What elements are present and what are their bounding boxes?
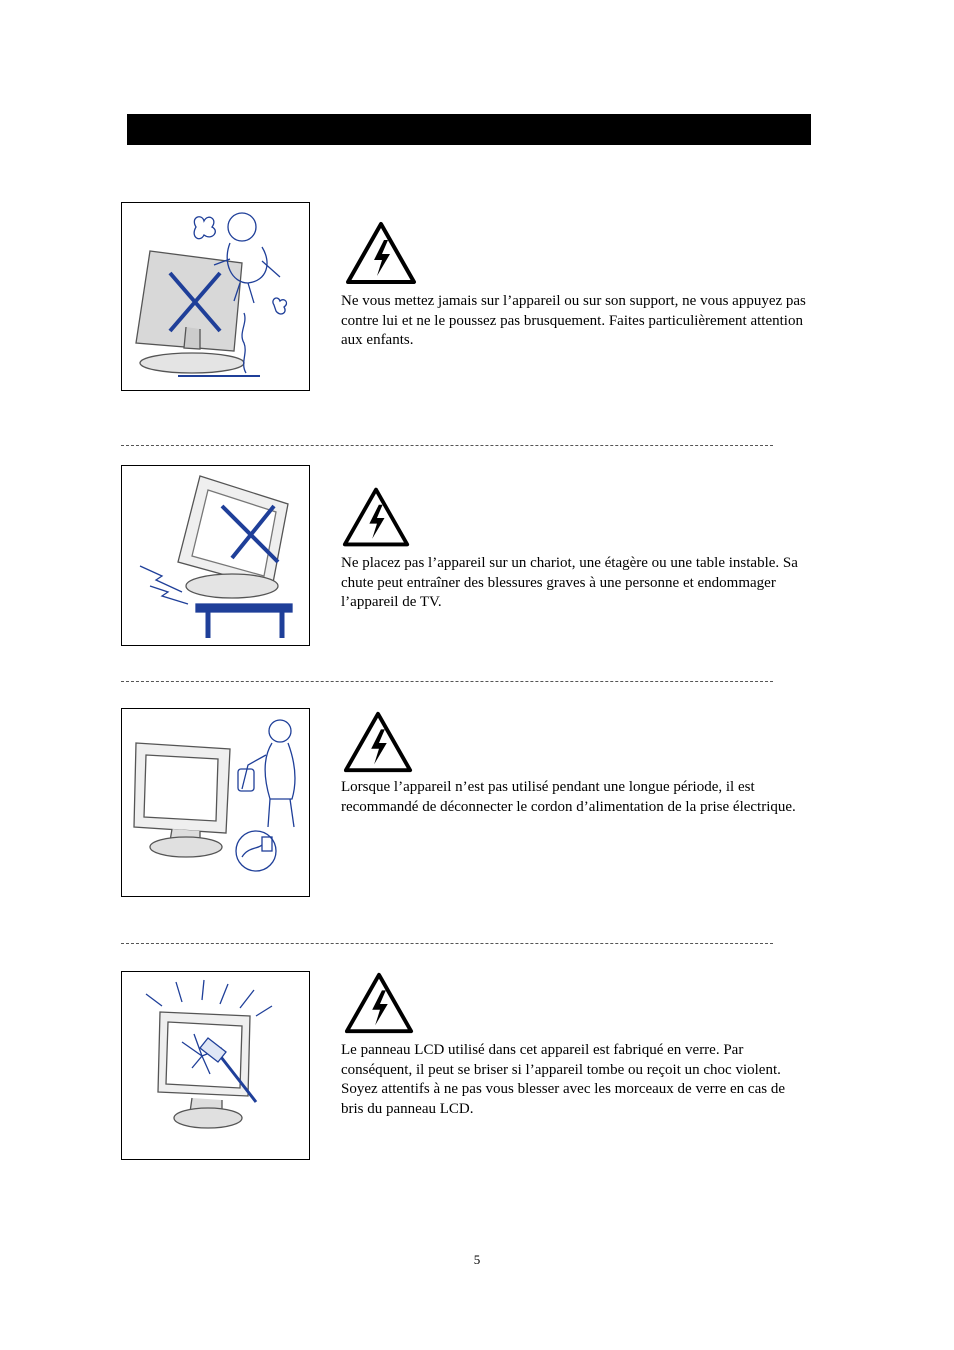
safety-instruction-text: Ne vous mettez jamais sur l’appareil ou sur son support, ne vous appuyez pas contre lui et ne le poussez pas brusquement. Faites particulièrement attention aux enfants.	[341, 293, 806, 348]
broken-lcd-panel-illustration	[121, 971, 310, 1160]
section-header-bar	[127, 114, 811, 145]
safety-instruction-text: Ne placez pas l’appareil sur un chariot, une étagère ou une table instable. Sa chute peut entraîner des blessures graves à une personne et endommager l’appareil de TV.	[341, 555, 798, 610]
electric-hazard-warning-icon	[344, 220, 418, 286]
page-number: 5	[473, 1252, 481, 1267]
electric-hazard-warning-icon	[342, 709, 414, 775]
electric-hazard-warning-icon	[343, 970, 415, 1036]
person-climbing-tv-illustration	[121, 202, 310, 391]
tv-falling-off-table-illustration	[121, 465, 310, 646]
safety-instruction-text: Lorsque l’appareil n’est pas utilisé pendant une longue période, il est recommandé de déconnecter le cordon d’alimentation de la prise électrique.	[341, 779, 796, 815]
dashed-separator	[121, 681, 773, 682]
electric-hazard-warning-icon	[341, 484, 411, 550]
dashed-separator	[121, 445, 773, 446]
dashed-separator	[121, 943, 773, 944]
person-unplugging-tv-illustration	[121, 708, 310, 897]
safety-instruction-text: Le panneau LCD utilisé dans cet appareil est fabriqué en verre. Par conséquent, il peut se briser si l’appareil tombe ou reçoit un choc violent. Soyez attentifs à ne pas vous blesser avec les morceaux de verre en cas de bris du panneau LCD.	[341, 1042, 785, 1117]
